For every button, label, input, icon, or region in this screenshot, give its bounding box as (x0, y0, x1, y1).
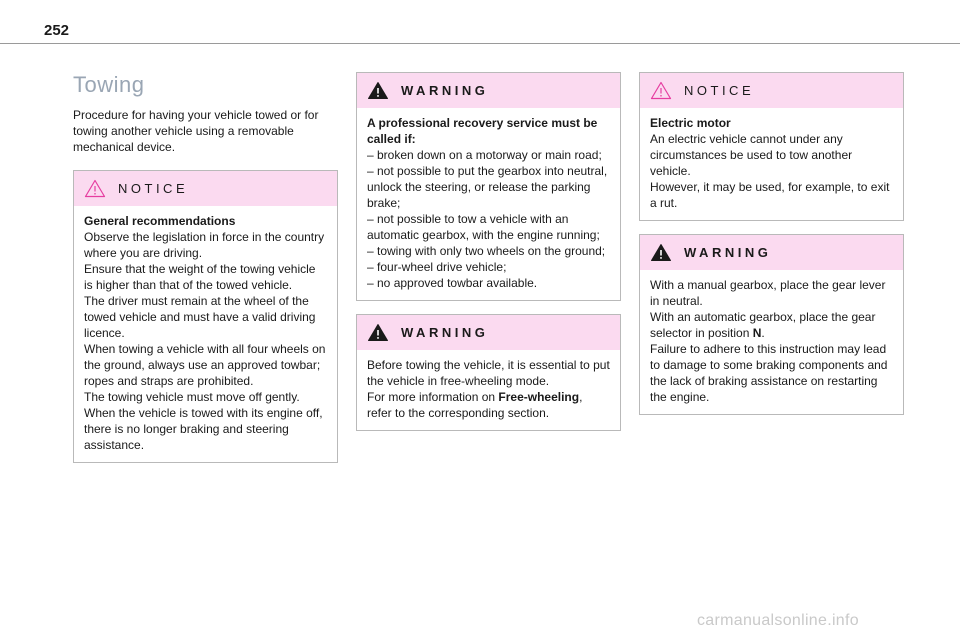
notice-triangle-icon (650, 81, 672, 100)
column-left (73, 72, 338, 476)
warning-body (640, 270, 903, 414)
column-middle (356, 72, 621, 444)
warning-list-item: – not possible to put the gearbox into neutral, unlock the steering, or release the parking brake; (367, 164, 608, 210)
notice-header (74, 171, 337, 206)
watermark: carmanualsonline.info (697, 612, 859, 629)
warning-list-item: – broken down on a motorway or main road; (367, 148, 602, 162)
notice-body (640, 108, 903, 220)
notice-body (74, 206, 337, 462)
warning-list-item: – no approved towbar available. (367, 276, 538, 290)
notice-heading: General recommendations (84, 214, 236, 228)
warning-box-freewheel (356, 314, 621, 431)
warning-box-gearbox (639, 234, 904, 415)
warning-box-recovery (356, 72, 621, 301)
reference-pre: For more information on (367, 390, 499, 404)
notice-line: When towing a vehicle with all four wheels on the ground, always use an approved towbar; ropes and straps are prohibited. (84, 342, 326, 388)
section-title: Towing (73, 72, 145, 97)
notice-box-electric (639, 72, 904, 221)
warning-triangle-icon (367, 81, 389, 100)
warning-header (357, 315, 620, 350)
warning-label: WARNING (401, 325, 489, 340)
warning-triangle-icon (650, 243, 672, 262)
notice-line: The driver must remain at the wheel of the towed vehicle and must have a valid driving licence. (84, 294, 316, 340)
page-number: 252 (44, 22, 70, 39)
warning-text-position (650, 309, 893, 341)
warning-header (357, 73, 620, 108)
position-pre: With an automatic gearbox, place the gear selector in position (650, 310, 876, 340)
notice-line: When the vehicle is towed with its engine off, there is no longer braking and steering assistance. (84, 406, 323, 452)
warning-text: With a manual gearbox, place the gear lever in neutral. (650, 278, 886, 308)
warning-text-reference (367, 389, 610, 421)
warning-list-item: – towing with only two wheels on the ground; (367, 244, 606, 258)
notice-line: Ensure that the weight of the towing vehicle is higher than that of the towed vehicle. (84, 262, 316, 292)
warning-triangle-icon (367, 323, 389, 342)
warning-body (357, 108, 620, 300)
notice-box-general (73, 170, 338, 463)
warning-text: Before towing the vehicle, it is essential to put the vehicle in free-wheeling mode. (367, 358, 610, 388)
reference-post: , refer to the corresponding section. (367, 390, 583, 420)
position-post: . (761, 326, 765, 340)
warning-header (640, 235, 903, 270)
warning-heading: A professional recovery service must be called if: (367, 116, 598, 146)
notice-line: An electric vehicle cannot under any circumstances be used to tow another vehicle. (650, 132, 853, 178)
notice-line: Observe the legislation in force in the country where you are driving. (84, 230, 325, 260)
notice-line: However, it may be used, for example, to exit a rut. (650, 180, 890, 210)
warning-list-item: – not possible to tow a vehicle with an automatic gearbox, with the engine running; (367, 212, 600, 242)
intro-text: Procedure for having your vehicle towed or for towing another vehicle using a removable mechanical device. (73, 108, 319, 154)
warning-list-item: – four-wheel drive vehicle; (367, 260, 507, 274)
warning-label: WARNING (684, 245, 772, 260)
notice-triangle-icon (84, 179, 106, 198)
warning-text: Failure to adhere to this instruction may lead to damage to some braking components and the lack of braking assistance on restarting the engine. (650, 342, 888, 404)
position-n: N (752, 326, 762, 340)
notice-line: The towing vehicle must move off gently. (84, 390, 300, 404)
notice-label: NOTICE (684, 83, 755, 98)
notice-heading: Electric motor (650, 116, 731, 130)
notice-label: NOTICE (118, 181, 189, 196)
column-right (639, 72, 904, 428)
top-rule (0, 43, 960, 44)
warning-label: WARNING (401, 83, 489, 98)
warning-body (357, 350, 620, 430)
free-wheeling-reference: Free-wheeling (498, 390, 580, 404)
notice-header (640, 73, 903, 108)
